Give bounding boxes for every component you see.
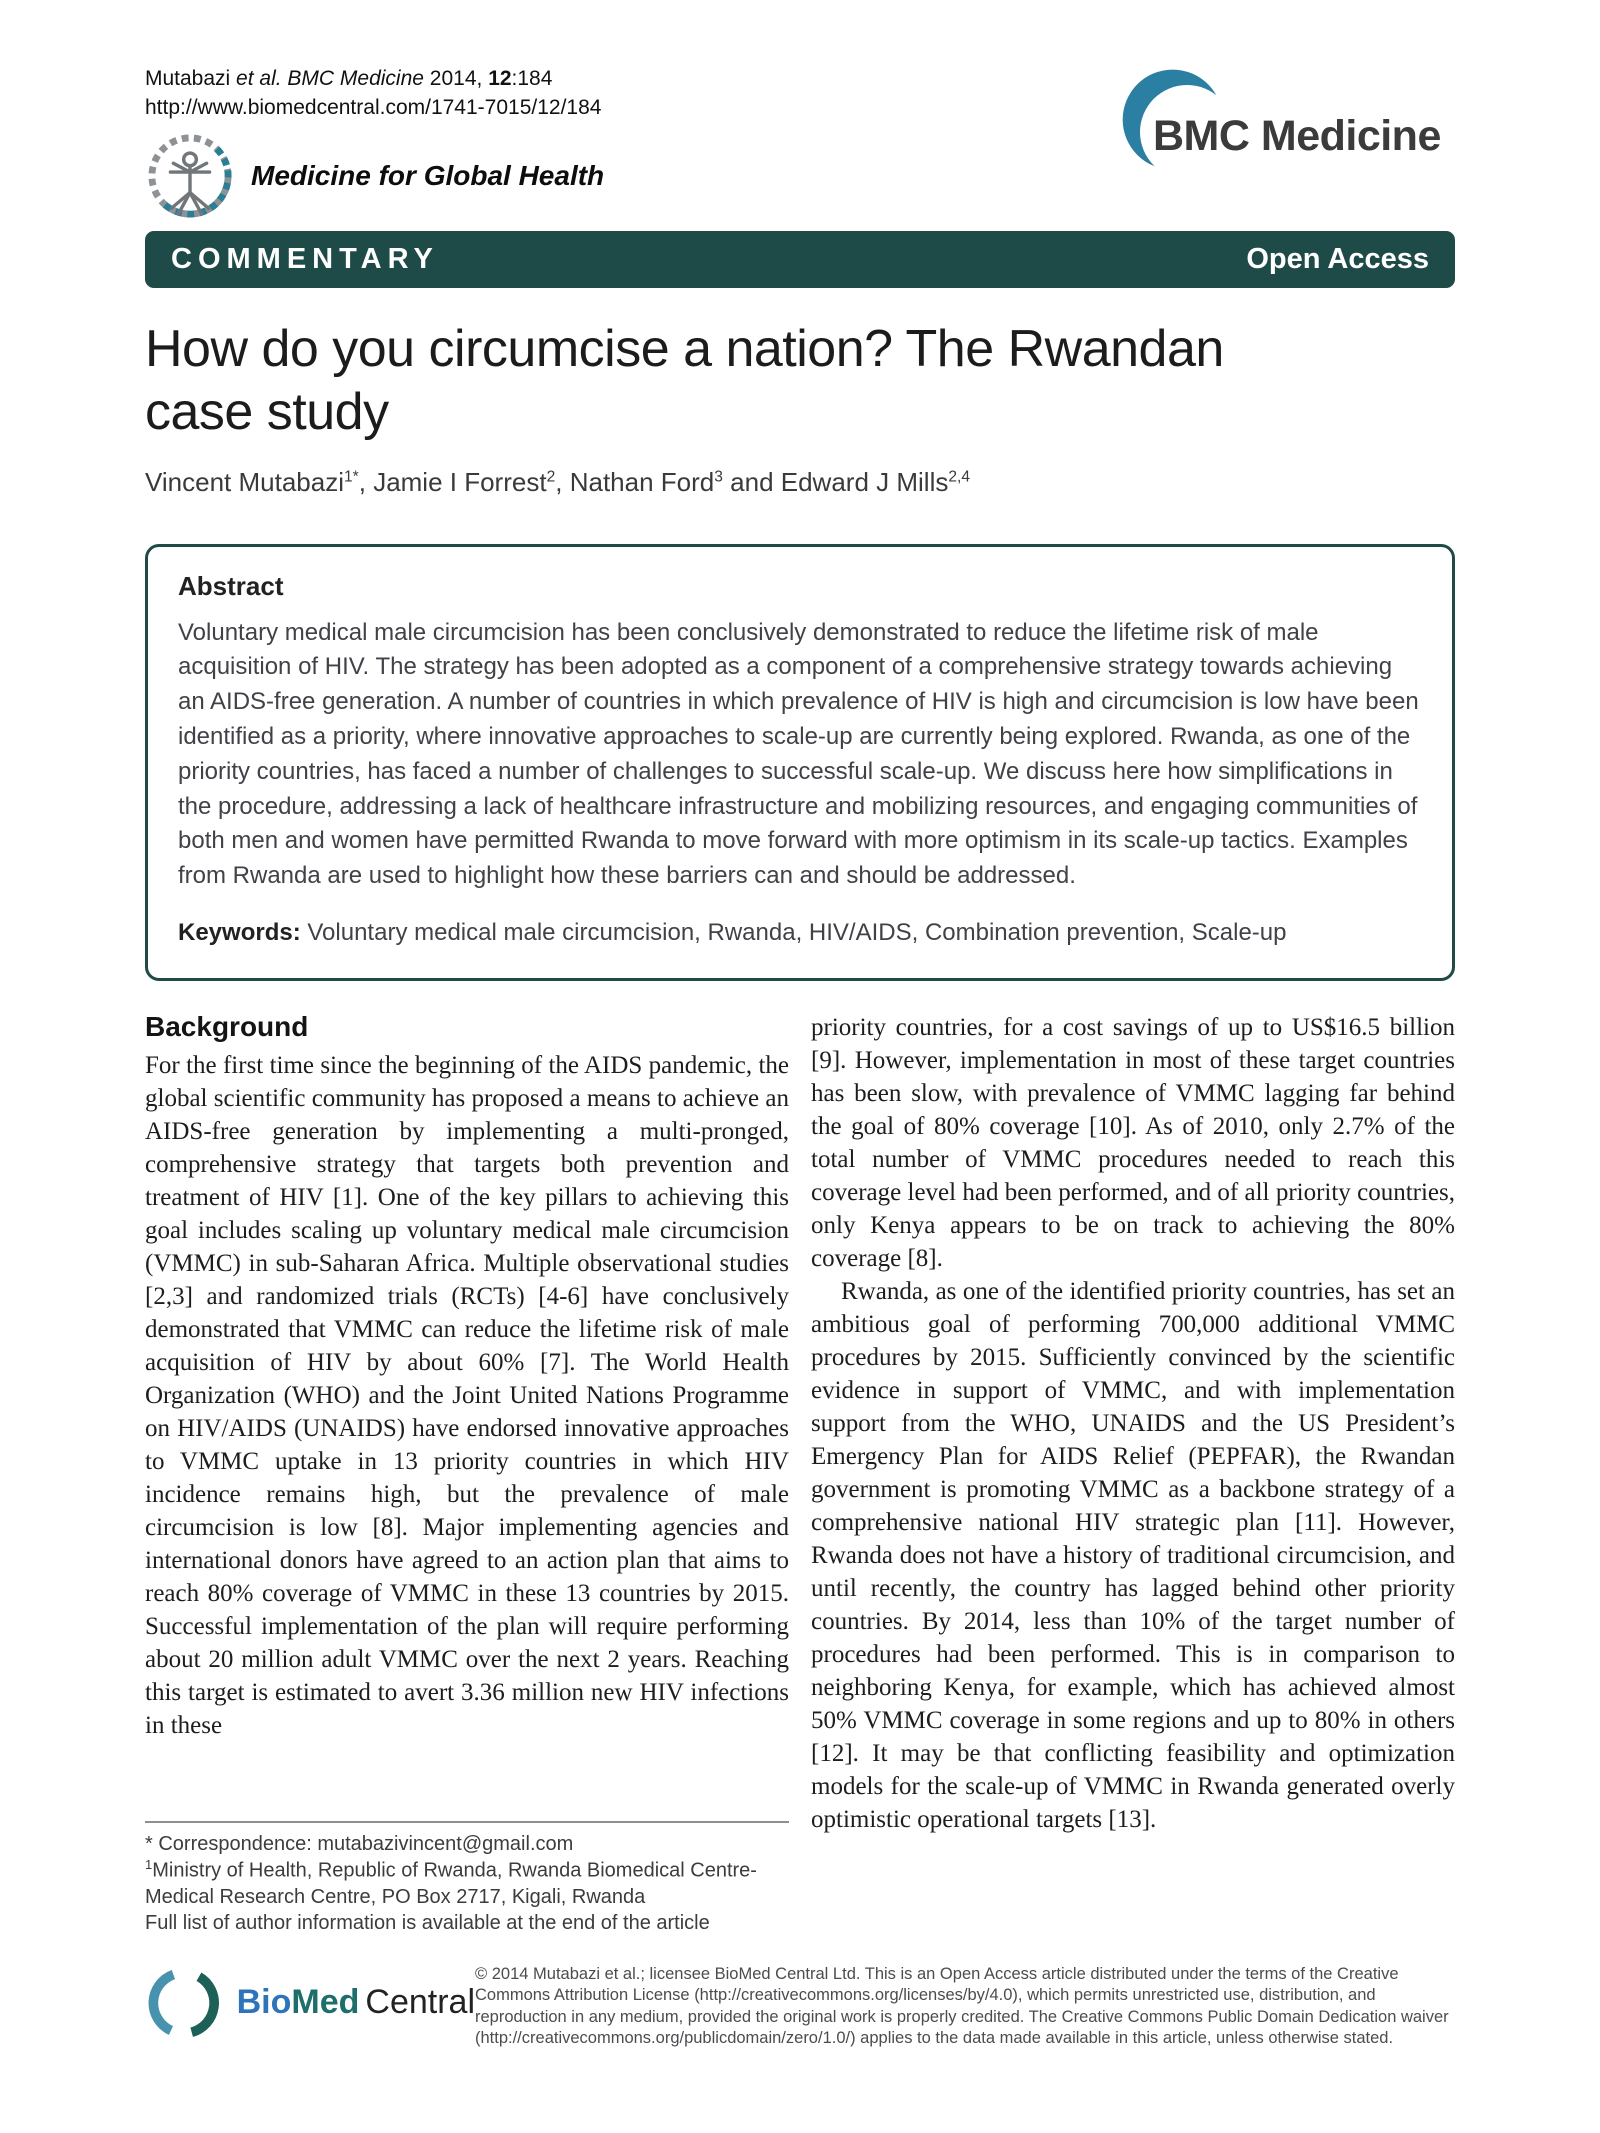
publisher-footer (145, 1964, 1455, 2050)
article-title (145, 318, 1455, 445)
author-info-note: Full list of author information is available at the end of the article (145, 1911, 710, 1934)
body-paragraph: Rwanda, as one of the identified priority countries, has set an ambitious goal of performing 700,000 additional VMMC procedures by 2015. Sufficiently convinced by the scientific evidence in support of VMMC, and with implementation support from the WHO, UNAIDS and the US President’s Emergency Plan for AIDS Relief (PEPFAR), the Rwandan government is promoting VMMC as a backbone strategy of a comprehensive national HIV strategic plan [11]. However, Rwanda does not have a history of traditional circumcision, and until recently, the country has lagged behind other priority countries. By 2014, less than 10% of the target number of procedures had been performed. This is in comparison to neighboring Kenya, for example, which has achieved almost 50% VMMC coverage in some regions and up to 80% in others [12]. It may be that conflicting feasibility and optimization models for the scale-up of VMMC in Rwanda generated overly optimistic operational targets [13]. (811, 1277, 1455, 1833)
citation-line (145, 64, 604, 93)
author-4: Edward J Mills (780, 466, 949, 497)
abstract-body: Voluntary medical male circumcision has been conclusively demonstrated to reduce the lifetime risk of male acquisition of HIV. The strategy has been adopted as a component of a comprehensive strategy towards achieving an AIDS-free generation. A number of countries in which prevalence of HIV is high and circumcision is low have been identified as a priority, where innovative approaches to scale-up are currently being explored. Rwanda, as one of the priority countries, has faced a number of challenges to successful scale-up. We discuss here how simplifications in the procedure, addressing a lack of healthcare infrastructure and mobilizing resources, and engaging communities of both men and women have permitted Rwanda to move forward with more optimism in its scale-up tactics. Examples from Rwanda are used to highlight how these barriers can and should be addressed. (178, 618, 1419, 890)
article-type-label: COMMENTARY (171, 242, 439, 275)
correspondence-email[interactable]: mutabazivincent@gmail.com (317, 1832, 574, 1855)
citation-journal: et al. BMC Medicine (236, 67, 424, 90)
page-header (145, 64, 1455, 219)
affiliation-text: Ministry of Health, Republic of Rwanda, Rwanda Biomedical Centre-Medical Research Centre, PO Box 2717, Kigali, Rwanda (145, 1859, 757, 1908)
open-access-badge: Open Access (1246, 242, 1429, 275)
author-separator: , (555, 466, 570, 497)
body-column-right (811, 1011, 1455, 1936)
keywords-label: Keywords: (178, 919, 301, 947)
keywords-line (178, 916, 1422, 950)
correspondence-line (145, 1831, 789, 1857)
author-separator: and (722, 466, 781, 497)
author-list (145, 467, 1455, 498)
author-2: Jamie I Forrest (373, 466, 547, 497)
author-3: Nathan Ford (569, 466, 715, 497)
article-type-banner (145, 231, 1455, 288)
abstract-box (145, 544, 1455, 981)
affiliation-number: 1 (145, 1856, 153, 1872)
body-paragraph: For the first time since the beginning of the AIDS pandemic, the global scientific community has proposed a means to achieve an AIDS-free generation by implementing a multi-pronged, comprehensive strategy that targets both prevention and treatment of HIV [1]. One of the key pillars to achieving this goal includes scaling up voluntary medical male circumcision (VMMC) in sub-Saharan Africa. Multiple observational studies [2,3] and randomized trials (RCTs) [4-6] have conclusively demonstrated that VMMC can reduce the lifetime risk of male acquisition of HIV by about 60% [7]. The World Health Organization (WHO) and the Joint United Nations Programme on HIV/AIDS (UNAIDS) have endorsed innovative approaches to VMMC uptake in 13 priority countries in which HIV incidence remains high, but the prevalence of male circumcision is low [8]. Major implementing agencies and international donors have agreed to an action plan that aims to reach 80% coverage of VMMC in these 13 countries by 2015. Successful implementation of the plan will require performing about 20 million adult VMMC over the next 2 years. Reaching this target is estimated to avert 3.36 million new HIV infections in these (145, 1051, 789, 1739)
author-2-affiliation: 2 (546, 468, 556, 485)
keywords-text: Voluntary medical male circumcision, Rwanda, HIV/AIDS, Combination prevention, Scale-up (300, 919, 1287, 947)
author-4-affiliation: 2,4 (948, 468, 971, 485)
biomed-central-wordmark (237, 1983, 475, 2022)
abstract-heading: Abstract (178, 570, 284, 601)
copyright-license-text: © 2014 Mutabazi et al.; licensee BioMed Central Ltd. This is an Open Access article distributed under the terms of the Creative Commons Attribution License (http://creativecommons.org/licenses/by/4.0), which permits unrestricted use, distribution, and reproduction in any medium, provided the original work is properly credited. The Creative Commons Public Domain Dedication waiver (http://creativecommons.org/publicdomain/zero/1.0/) applies to the data made available in this article, unless otherwise stated. (475, 1964, 1449, 2047)
author-3-affiliation: 3 (714, 468, 723, 485)
body-paragraph: priority countries, for a cost savings of up to US$16.5 billion [9]. However, implementation in most of these target countries has been slow, with prevalence of VMMC lagging far behind the goal of 80% coverage [10]. As of 2010, only 2.7% of the total number of VMMC procedures needed to reach this coverage level had been performed, and of all priority countries, only Kenya appears to be on track to achieving the 80% coverage [8]. (811, 1013, 1455, 1272)
citation-pages: :184 (511, 67, 553, 90)
citation-volume: 12 (488, 67, 512, 90)
bmc-medicine-logo (1115, 60, 1455, 190)
article-body (145, 1011, 1455, 1936)
biomed-central-logo (145, 1964, 475, 2042)
author-separator: , (358, 466, 374, 497)
author-1-affiliation: 1* (343, 468, 359, 485)
article-url-link[interactable]: http://www.biomedcentral.com/1741-7015/12/184 (145, 96, 602, 120)
series-logo-row (145, 133, 604, 219)
section-heading-background: Background (145, 1010, 309, 1042)
footnote-block (145, 1821, 789, 1936)
series-tagline: Medicine for Global Health (251, 159, 605, 191)
journal-name: BMC Medicine (1153, 112, 1441, 160)
citation-year: 2014, (423, 67, 489, 90)
article-title-line2: case study (145, 383, 389, 442)
wordmark-central: Central (365, 1983, 475, 2022)
author-1: Vincent Mutabazi (145, 466, 344, 497)
vitruvian-dna-wreath-icon (145, 133, 235, 219)
citation-authors: Mutabazi (145, 67, 237, 90)
body-column-left (145, 1011, 789, 1936)
citation-block (145, 64, 604, 219)
wordmark-bio: Bio (236, 1983, 292, 2022)
wordmark-med: Med (291, 1983, 360, 2022)
biomed-central-circle-icon (145, 1964, 223, 2042)
correspondence-label: * Correspondence: (145, 1832, 318, 1855)
article-title-line1: How do you circumcise a nation? The Rwandan (145, 319, 1224, 378)
affiliation-line (145, 1857, 789, 1910)
